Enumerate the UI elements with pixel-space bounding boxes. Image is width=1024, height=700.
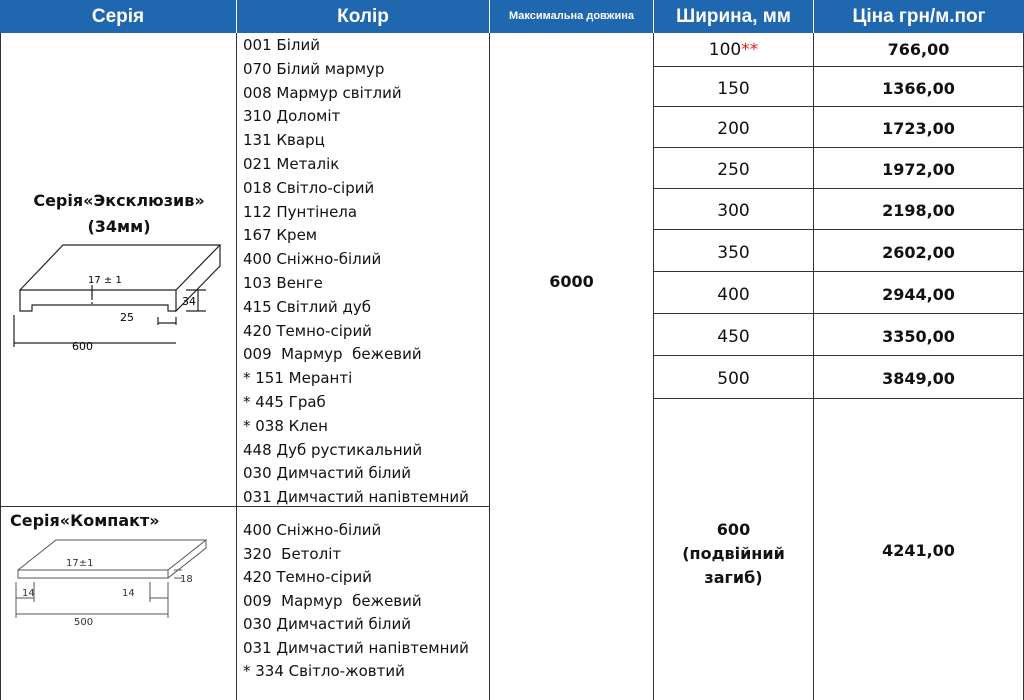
color-item: 112 Пунтінела [243, 202, 358, 221]
grid-line [653, 313, 1024, 314]
grid-line [653, 229, 1024, 230]
compact-label-width: 500 [74, 617, 94, 628]
width-cell: 150 [717, 79, 750, 99]
width-cell: 500 [717, 369, 750, 389]
grid-line [653, 398, 1024, 399]
price-cell: 1366,00 [882, 79, 955, 98]
color-item: 030 Димчастий білий [243, 615, 411, 633]
width-cell: 350 [717, 243, 750, 263]
color-item: 400 Сніжно-білий [243, 250, 382, 269]
color-item: 008 Мармур світлий [243, 83, 402, 102]
color-item: 167 Крем [243, 226, 318, 245]
header-price: Ціна грн/м.пог [814, 0, 1024, 33]
double-bend-price: 4241,00 [882, 541, 955, 560]
price-cell: 1723,00 [882, 119, 955, 138]
grid-line [0, 33, 1, 700]
width-cell: 450 [717, 327, 750, 347]
header-max-length: Максимальна довжина [490, 0, 653, 33]
price-cell: 3350,00 [882, 327, 955, 346]
footnote-mark: ** [741, 40, 759, 60]
double-bend-width [654, 518, 813, 590]
compact-label-left: 14 [22, 588, 35, 599]
grid-line [653, 188, 1024, 189]
price-cell: 766,00 [887, 40, 950, 59]
color-item: 001 Білий [243, 36, 320, 54]
exclusive-label-width: 600 [72, 340, 93, 353]
double-bend-width-line: (подвійний [682, 544, 785, 563]
compact-label-height: 18 [180, 574, 193, 585]
header-width: Ширина, мм [654, 0, 813, 33]
series-compact-title: Серія«Компакт» [10, 511, 160, 530]
width-value: 100 [708, 40, 742, 60]
price-cell: 2944,00 [882, 285, 955, 304]
compact-color-list [243, 519, 469, 684]
grid-line [653, 106, 1024, 107]
series-exclusive-thickness: (34мм) [87, 217, 151, 236]
color-item: 030 Димчастий білий [243, 464, 411, 483]
color-item: 018 Світло-сірий [243, 178, 375, 197]
exclusive-label-top: 17 ± 1 [88, 275, 122, 286]
color-item: 021 Металік [243, 154, 340, 173]
exclusive-color-list [243, 34, 469, 510]
compact-label-right: 14 [122, 588, 135, 599]
color-item: 420 Темно-сірий [243, 321, 372, 340]
color-item: 310 Доломіт [243, 107, 341, 126]
compact-profile-drawing [8, 532, 230, 628]
grid-line [653, 271, 1024, 272]
grid-line [653, 66, 1024, 67]
grid-line [653, 147, 1024, 148]
color-item: 009 Мармур бежевий [243, 345, 422, 364]
color-item: 415 Світлий дуб [243, 297, 371, 316]
double-bend-width-line: загиб) [704, 568, 763, 587]
color-item: * 038 Клен [243, 416, 328, 435]
color-item: 131 Кварц [243, 131, 325, 150]
color-item: 070 Білий мармур [243, 59, 385, 78]
exclusive-label-groove: 25 [120, 311, 134, 324]
series-exclusive-name: Серія«Эксклюзив» [33, 191, 205, 210]
color-item: 103 Венге [243, 273, 323, 292]
width-cell: 250 [717, 160, 750, 180]
color-item: * 445 Граб [243, 392, 326, 411]
price-cell: 3849,00 [882, 369, 955, 388]
price-cell: 2198,00 [882, 201, 955, 220]
color-item: 448 Дуб рустикальний [243, 440, 423, 459]
color-item: * 151 Меранті [243, 369, 353, 388]
max-length-value: 6000 [549, 272, 594, 291]
color-item: 420 Темно-сірий [243, 568, 372, 586]
color-item: 400 Сніжно-білий [243, 521, 382, 539]
double-bend-width-line: 600 [716, 520, 751, 539]
grid-line [653, 355, 1024, 356]
color-item: 031 Димчастий напівтемний [243, 638, 469, 657]
grid-line [236, 33, 237, 700]
width-cell [654, 40, 813, 60]
color-item: 320 Бетоліт [243, 544, 342, 563]
grid-line [489, 33, 490, 700]
header-color: Колір [237, 0, 489, 33]
exclusive-label-height: 34 [182, 295, 196, 308]
price-cell: 1972,00 [882, 160, 955, 179]
series-exclusive-title [6, 188, 232, 240]
header-series: Серія [0, 0, 236, 33]
width-cell: 400 [717, 285, 750, 305]
color-item: * 334 Світло-жовтий [243, 662, 405, 680]
price-cell: 2602,00 [882, 243, 955, 262]
exclusive-profile-drawing [8, 235, 230, 353]
width-cell: 200 [717, 119, 750, 139]
compact-label-top: 17±1 [66, 558, 94, 569]
color-item: 009 Мармур бежевий [243, 591, 422, 610]
color-item: 031 Димчастий напівтемний [243, 488, 469, 507]
width-cell: 300 [717, 201, 750, 221]
